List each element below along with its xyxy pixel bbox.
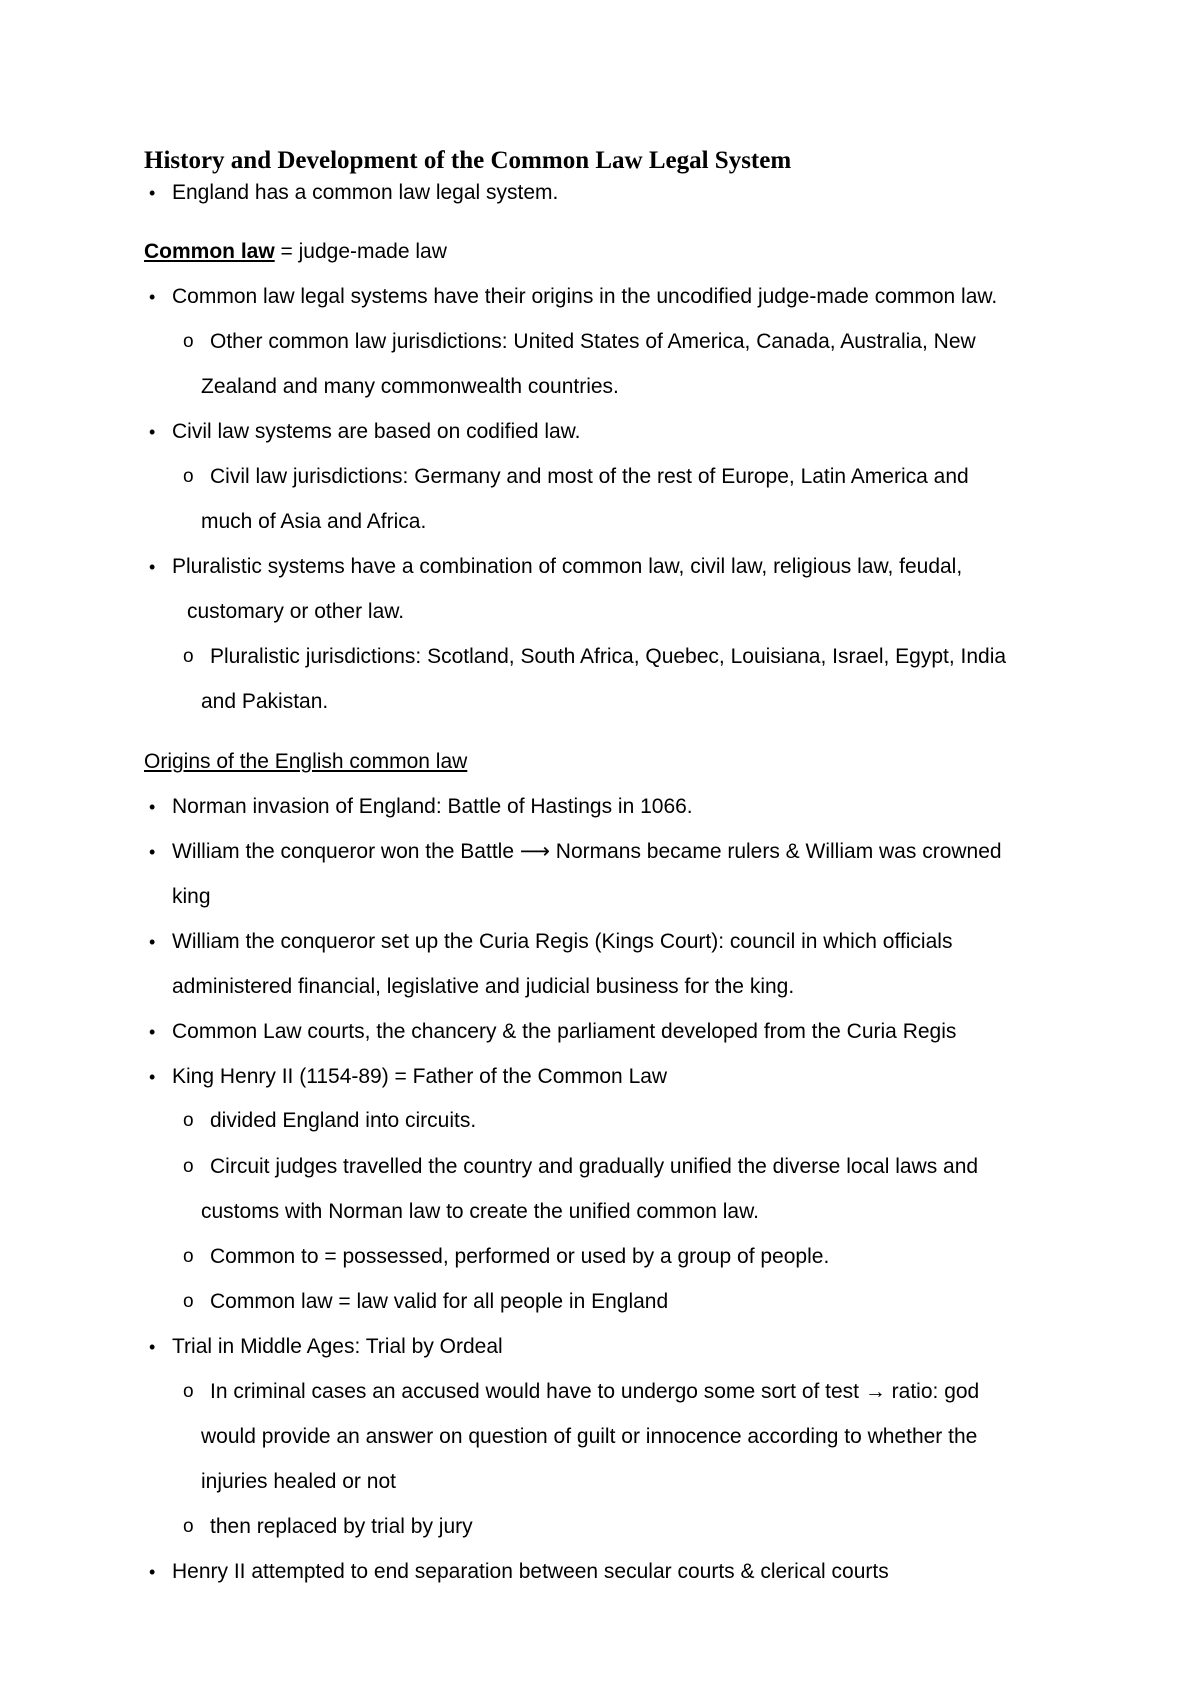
list-item: • Trial in Middle Ages: Trial by Ordeal: [172, 1332, 503, 1362]
definition-text: = judge-made law: [274, 240, 447, 263]
definition-term: Common law: [144, 240, 275, 263]
definition-line: [144, 237, 447, 267]
list-item: • Civil law systems are based on codified law.: [172, 417, 581, 447]
sub-list-item: o Circuit judges travelled the country and gradually unified the diverse local laws and: [210, 1152, 978, 1182]
document-title: History and Development of the Common Law Legal System: [144, 147, 792, 174]
sub-list-item-continuation: customs with Norman law to create the unified common law.: [201, 1200, 759, 1223]
list-item: • Common Law courts, the chancery & the parliament developed from the Curia Regis: [172, 1017, 956, 1047]
sub-list-item-continuation: would provide an answer on question of guilt or innocence according to whether the: [201, 1425, 978, 1448]
sub-list-item-continuation: much of Asia and Africa.: [201, 510, 427, 533]
sub-list-item: o Common law = law valid for all people in England: [210, 1287, 668, 1317]
sub-list-item: o Other common law jurisdictions: United States of America, Canada, Australia, New: [210, 327, 976, 357]
list-item: • Pluralistic systems have a combination of common law, civil law, religious law, feudal,: [172, 552, 962, 582]
sub-list-item-continuation: Zealand and many commonwealth countries.: [201, 375, 619, 398]
section-heading: Origins of the English common law: [144, 750, 468, 773]
list-item: • England has a common law legal system.: [172, 178, 558, 208]
sub-list-item: o then replaced by trial by jury: [210, 1512, 473, 1542]
sub-list-item: o divided England into circuits.: [210, 1106, 476, 1136]
list-item: • King Henry II (1154-89) = Father of the Common Law: [172, 1062, 667, 1092]
list-item: • William the conqueror won the Battle ⟶ Normans became rulers & William was crowned: [172, 837, 1002, 867]
list-item: • Norman invasion of England: Battle of Hastings in 1066.: [172, 792, 693, 822]
list-item: • Henry II attempted to end separation between secular courts & clerical courts: [172, 1557, 889, 1587]
sub-list-item: o Civil law jurisdictions: Germany and most of the rest of Europe, Latin America and: [210, 462, 969, 492]
sub-list-item: o In criminal cases an accused would have to undergo some sort of test → ratio: god: [210, 1377, 979, 1407]
list-item: • Common law legal systems have their origins in the uncodified judge-made common law.: [172, 282, 997, 312]
list-item-continuation: customary or other law.: [187, 600, 405, 623]
sub-list-item-continuation: and Pakistan.: [201, 690, 329, 713]
list-item: • William the conqueror set up the Curia Regis (Kings Court): council in which officials: [172, 927, 952, 957]
sub-list-item-continuation: injuries healed or not: [201, 1470, 396, 1493]
list-item-continuation: administered financial, legislative and judicial business for the king.: [172, 975, 795, 998]
list-item-continuation: king: [172, 885, 211, 908]
sub-list-item: o Common to = possessed, performed or used by a group of people.: [210, 1242, 829, 1272]
sub-list-item: o Pluralistic jurisdictions: Scotland, South Africa, Quebec, Louisiana, Israel, Egypt, India: [210, 642, 1006, 672]
